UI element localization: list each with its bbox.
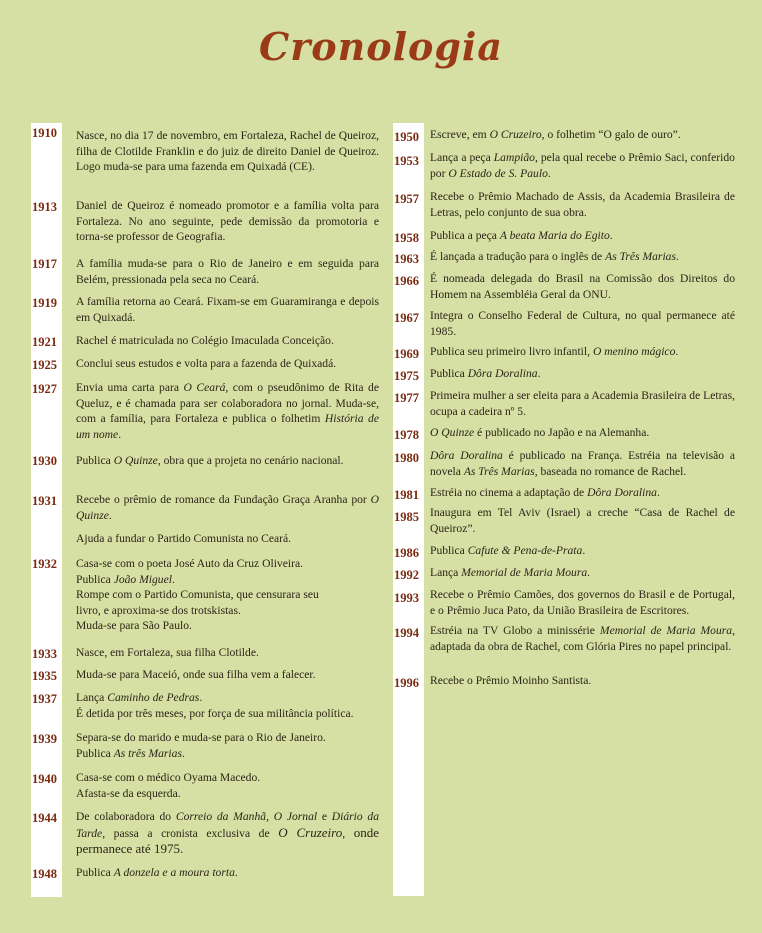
entry-year: 1921	[32, 335, 57, 349]
entry-year: 1980	[394, 451, 419, 465]
entry-text: Casa-se com o poeta José Auto da Cruz Oliveira. Publica João Miguel. Rompe com o Partido Comunista, que censurara seu livro, e aproxima-se dos trotskistas. Muda-se para São Paulo.	[76, 557, 319, 632]
entry-year: 1932	[32, 557, 57, 571]
entry-text: É nomeada delegada do Brasil na Comissão dos Direitos do Homem na Assembléia Geral da ONU.	[430, 272, 735, 301]
page-title: Cronologia	[259, 24, 503, 69]
entry-text: Recebe o Prêmio Camões, dos governos do Brasil e de Portugal, e o Prêmio Juca Pato, da União Brasileira de Escritores.	[430, 588, 735, 617]
entry-text: Recebe o prêmio de romance da Fundação Graça Aranha por O Quinze.	[76, 493, 379, 522]
entry-text: Ajuda a fundar o Partido Comunista no Ceará.	[76, 532, 292, 545]
entry-text: Publica seu primeiro livro infantil, O menino mágico.	[430, 345, 679, 358]
entry-year: 1935	[32, 669, 57, 683]
entry-year: 1919	[32, 296, 57, 310]
entry-text: Integra o Conselho Federal de Cultura, no qual permanece até 1985.	[430, 309, 735, 338]
entry-text: Separa-se do marido e muda-se para o Rio de Janeiro. Publica As três Marias.	[76, 731, 326, 760]
entry-year: 1940	[32, 772, 57, 786]
entry-text: Recebe o Prêmio Machado de Assis, da Academia Brasileira de Letras, pelo conjunto de sua obra.	[430, 190, 735, 219]
entry-year: 1944	[32, 811, 57, 825]
entry-text: Publica Cafute & Pena-de-Prata.	[430, 544, 586, 557]
entry-text: Daniel de Queiroz é nomeado promotor e a família volta para Fortaleza. No ano seguinte, pede demissão da promotoria e torna-se professor de Geografia.	[76, 199, 379, 243]
entry-text: Publica a peça A beata Maria do Egito.	[430, 229, 613, 242]
entry-text: É lançada a tradução para o inglês de As Três Marias.	[430, 250, 679, 263]
entry-year: 1996	[394, 676, 419, 690]
entry-text: Primeira mulher a ser eleita para a Academia Brasileira de Letras, ocupa a cadeira nº 5.	[430, 389, 735, 418]
entry-text: Publica A donzela e a moura torta.	[76, 866, 238, 879]
entry-text: Publica Dôra Doralina.	[430, 367, 541, 380]
entry-year: 1931	[32, 494, 57, 508]
entry-text: Dôra Doralina é publicado na França. Estréia na televisão a novela As Três Marias, baseada no romance de Rachel.	[430, 449, 735, 478]
entry-text: Nasce, no dia 17 de novembro, em Fortaleza, Rachel de Queiroz, filha de Clotilde Franklin e do juiz de direito Daniel de Queiroz. Logo muda-se para uma fazenda em Quixadá (CE).	[76, 129, 379, 173]
entry-text: Nasce, em Fortaleza, sua filha Clotilde.	[76, 646, 259, 659]
entry-text: Lança Memorial de Maria Moura.	[430, 566, 591, 579]
entry-year: 1910	[32, 126, 57, 140]
entry-text: Conclui seus estudos e volta para a fazenda de Quixadá.	[76, 357, 337, 370]
entry-year: 1913	[32, 200, 57, 214]
entry-text: Casa-se com o médico Oyama Macedo. Afasta-se da esquerda.	[76, 771, 261, 800]
entry-year: 1939	[32, 732, 57, 746]
entry-year: 1985	[394, 510, 419, 524]
entry-year: 1978	[394, 428, 419, 442]
entry-year: 1969	[394, 347, 419, 361]
entry-year: 1953	[394, 154, 419, 168]
entry-text: Estréia na TV Globo a minissérie Memorial de Maria Moura, adaptada da obra de Rachel, com Glória Pires no papel principal.	[430, 624, 735, 653]
entry-year: 1948	[32, 867, 57, 881]
entry-text: O Quinze é publicado no Japão e na Alemanha.	[430, 426, 650, 439]
entry-year: 1977	[394, 391, 419, 405]
entry-year: 1930	[32, 454, 57, 468]
entry-year: 1925	[32, 358, 57, 372]
entry-year: 1958	[394, 231, 419, 245]
entry-text: A família retorna ao Ceará. Fixam-se em Guaramiranga e depois em Quixadá.	[76, 295, 379, 324]
entry-text: A família muda-se para o Rio de Janeiro e em seguida para Belém, pressionada pela seca no Ceará.	[76, 257, 379, 286]
entry-year: 1957	[394, 192, 419, 206]
entry-text: Rachel é matriculada no Colégio Imaculada Conceição.	[76, 334, 334, 347]
entry-year: 1950	[394, 130, 419, 144]
entry-text: Lança a peça Lampião, pela qual recebe o Prêmio Saci, conferido por O Estado de S. Paulo.	[430, 151, 735, 180]
entry-year: 1993	[394, 591, 419, 605]
entry-year: 1927	[32, 382, 57, 396]
entry-text: Envia uma carta para O Ceará, com o pseudônimo de Rita de Queluz, e é chamada para ser colaboradora no jornal. Muda-se, com a família, para Fortaleza e publica o folhetim História de um nome.	[76, 381, 379, 441]
entry-year: 1986	[394, 546, 419, 560]
entry-year: 1967	[394, 311, 419, 325]
entry-text: Recebe o Prêmio Moinho Santista.	[430, 674, 592, 687]
entry-year: 1933	[32, 647, 57, 661]
entry-text: Escreve, em O Cruzeiro, o folhetim “O galo de ouro”.	[430, 128, 681, 141]
entry-text: Estréia no cinema a adaptação de Dôra Doralina.	[430, 486, 660, 499]
entry-year: 1963	[394, 252, 419, 266]
entry-text: Muda-se para Maceió, onde sua filha vem a falecer.	[76, 668, 316, 681]
entry-year: 1975	[394, 369, 419, 383]
entry-text: Publica O Quinze, obra que a projeta no cenário nacional.	[76, 454, 344, 467]
entry-text: De colaboradora do Correio da Manhã, O Jornal e Diário da Tarde, passa a cronista exclusiva de O Cruzeiro, onde permanece até 1975.	[76, 810, 380, 856]
entry-year: 1994	[394, 626, 419, 640]
entry-year: 1917	[32, 257, 57, 271]
entry-year: 1992	[394, 568, 419, 582]
entry-year: 1937	[32, 692, 57, 706]
entry-text: Inaugura em Tel Aviv (Israel) a creche “Casa de Rachel de Queiroz”.	[430, 506, 735, 535]
entry-year: 1966	[394, 274, 419, 288]
entry-text: Lança Caminho de Pedras. É detida por três meses, por força de sua militância política.	[76, 691, 354, 720]
entry-year: 1981	[394, 488, 419, 502]
